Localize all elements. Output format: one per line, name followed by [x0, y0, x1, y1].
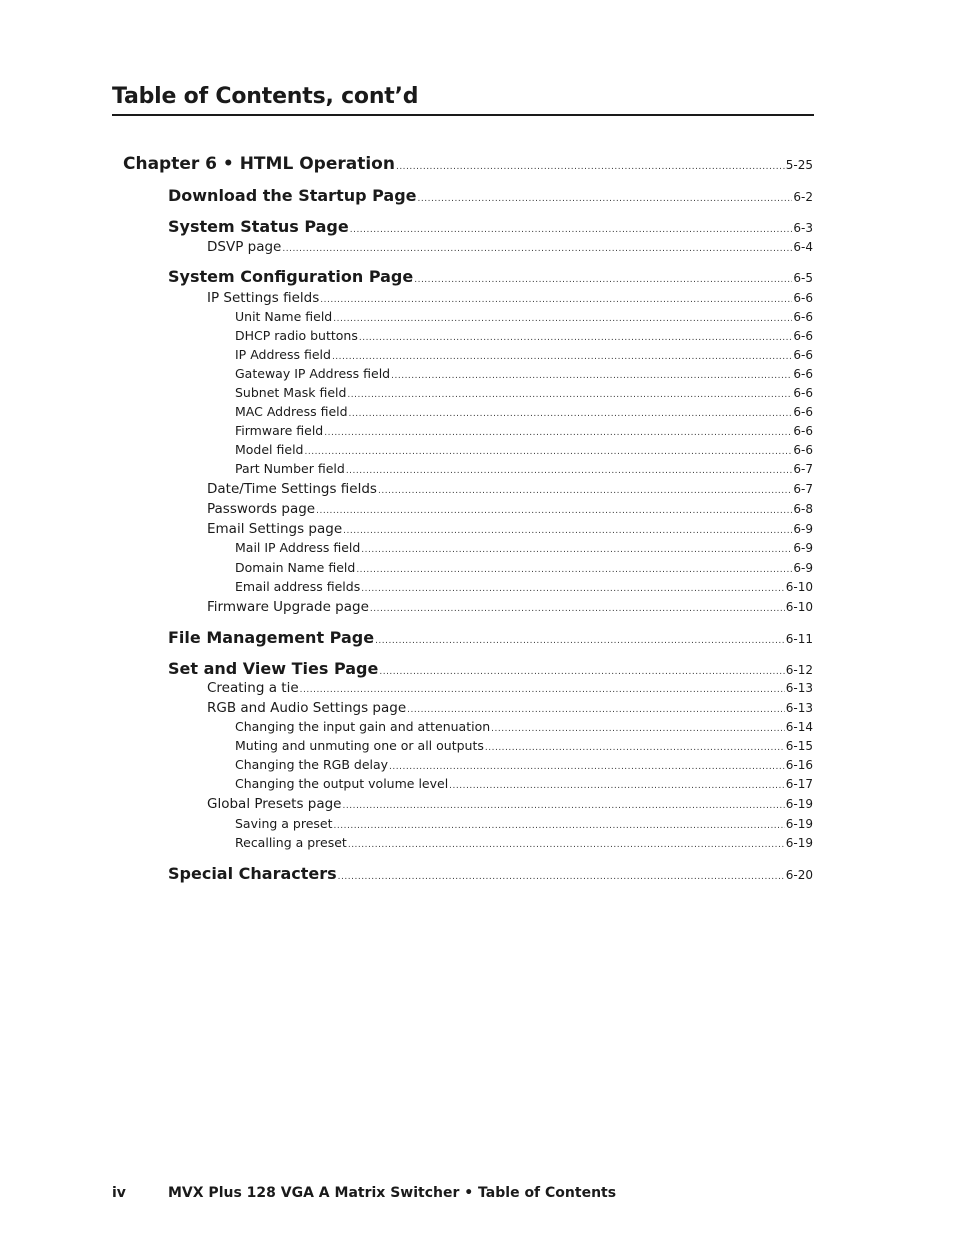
toc-entry[interactable] [207, 481, 813, 497]
dot-leader [282, 244, 792, 254]
toc-entry-title: Special Characters [168, 864, 337, 883]
toc-entry-title: Date/Time Settings fields [207, 481, 377, 497]
toc-entry[interactable] [235, 579, 813, 594]
toc-entry-page-number: 6-5 [793, 271, 813, 285]
toc-entry-page-number: 6-6 [793, 291, 813, 305]
dot-leader [414, 275, 792, 285]
toc-entry-page-number: 6-9 [793, 522, 813, 536]
toc-entry[interactable] [235, 540, 813, 555]
toc-entry-title: Changing the input gain and attenuation [235, 719, 491, 734]
toc-entry[interactable] [207, 239, 813, 255]
toc-entry-title: Changing the RGB delay [235, 757, 389, 772]
dot-leader [343, 801, 785, 811]
dot-leader [304, 447, 792, 457]
toc-entry-title: System Configuration Page [168, 267, 414, 286]
dot-leader [356, 565, 792, 575]
toc-entry[interactable] [235, 461, 813, 476]
toc-entry[interactable] [235, 385, 813, 400]
toc-entry-page-number: 6-6 [793, 424, 813, 438]
dot-leader [334, 821, 785, 831]
toc-entry-page-number: 6-9 [793, 541, 813, 555]
toc-entry-title: Domain Name field [235, 560, 356, 575]
toc-entry-title: System Status Page [168, 217, 349, 236]
toc-entry-title: Download the Startup Page [168, 186, 417, 205]
toc-entry[interactable] [235, 404, 813, 419]
toc-entry-title: IP Settings fields [207, 290, 320, 306]
dot-leader [316, 506, 792, 516]
toc-entry-page-number: 6-6 [793, 329, 813, 343]
toc-entry[interactable] [235, 560, 813, 575]
toc-entry-title: Unit Name field [235, 309, 333, 324]
dot-leader [349, 409, 793, 419]
toc-entry-title: Passwords page [207, 501, 316, 517]
toc-entry[interactable] [235, 757, 813, 772]
toc-entry-page-number: 6-10 [785, 600, 813, 614]
toc-entry[interactable] [207, 599, 813, 615]
footer-page-number: iv [112, 1185, 126, 1201]
toc-entry-page-number: 6-16 [785, 758, 813, 772]
toc-entry-title: Chapter 6 • HTML Operation [123, 154, 395, 174]
dot-leader [407, 705, 785, 715]
toc-entry-title: Gateway IP Address field [235, 366, 391, 381]
dot-leader [343, 526, 792, 536]
toc-entry-page-number: 6-6 [793, 310, 813, 324]
toc-entry-title: Global Presets page [207, 796, 342, 812]
toc-entry[interactable] [235, 776, 813, 791]
toc-entry-page-number: 6-4 [793, 240, 813, 254]
toc-entry-page-number: 5-25 [785, 158, 813, 172]
toc-entry-title: Firmware Upgrade page [207, 599, 369, 615]
toc-entry[interactable] [235, 366, 813, 381]
toc-entry-title: Creating a tie [207, 680, 299, 696]
toc-entry-title: File Management Page [168, 628, 375, 647]
toc-entry-page-number: 6-13 [785, 681, 813, 695]
footer-document-title: MVX Plus 128 VGA A Matrix Switcher • Table of Contents [168, 1185, 617, 1201]
toc-entry-title: DHCP radio buttons [235, 328, 358, 343]
dot-leader [359, 333, 793, 343]
toc-entry-page-number: 6-11 [785, 632, 813, 646]
dot-leader [391, 371, 792, 381]
toc-entry[interactable] [235, 347, 813, 362]
toc-entry-title: Muting and unmuting one or all outputs [235, 738, 484, 753]
toc-entry[interactable] [235, 816, 813, 831]
toc-entry[interactable] [207, 290, 813, 306]
toc-entry-title: DSVP page [207, 239, 282, 255]
dot-leader [485, 743, 785, 753]
toc-entry-title: Firmware field [235, 423, 324, 438]
toc-entry[interactable] [207, 521, 813, 537]
toc-entry[interactable] [168, 267, 813, 286]
dot-leader [361, 545, 792, 555]
toc-entry-title: Changing the output volume level [235, 776, 449, 791]
dot-leader [332, 352, 792, 362]
dot-leader [491, 724, 785, 734]
toc-entry-page-number: 6-20 [785, 868, 813, 882]
toc-entry[interactable] [168, 628, 813, 647]
toc-entry[interactable] [207, 700, 813, 716]
dot-leader [348, 840, 785, 850]
toc-entry[interactable] [235, 423, 813, 438]
toc-entry[interactable] [235, 309, 813, 324]
dot-leader [300, 685, 785, 695]
toc-entry[interactable] [235, 738, 813, 753]
toc-entry-title: IP Address field [235, 347, 331, 362]
toc-entry-title: MAC Address field [235, 404, 348, 419]
toc-entry-page-number: 6-17 [785, 777, 813, 791]
toc-entry-title: RGB and Audio Settings page [207, 700, 407, 716]
toc-entry-page-number: 6-15 [785, 739, 813, 753]
toc-entry-title: Mail IP Address field [235, 540, 361, 555]
dot-leader [379, 667, 784, 677]
toc-entry-title: Email address fields [235, 579, 361, 594]
dot-leader [324, 428, 792, 438]
dot-leader [346, 466, 793, 476]
toc-entry-page-number: 6-13 [785, 701, 813, 715]
toc-entry[interactable] [168, 217, 813, 236]
toc-entry-page-number: 6-6 [793, 443, 813, 457]
toc-entry[interactable] [168, 659, 813, 678]
toc-entry[interactable] [168, 186, 813, 205]
toc-entry-page-number: 6-10 [785, 580, 813, 594]
toc-entry[interactable] [235, 328, 813, 343]
dot-leader [378, 486, 792, 496]
toc-entry[interactable] [207, 680, 813, 696]
dot-leader [389, 762, 785, 772]
dot-leader [320, 295, 792, 305]
dot-leader [449, 781, 785, 791]
toc-entry[interactable] [123, 154, 813, 174]
toc-entry-page-number: 6-6 [793, 348, 813, 362]
toc-entry[interactable] [207, 796, 813, 812]
toc-entry-title: Recalling a preset [235, 835, 347, 850]
toc-entry-title: Set and View Ties Page [168, 659, 379, 678]
toc-entry[interactable] [168, 864, 813, 883]
dot-leader [375, 636, 785, 646]
toc-entry-page-number: 6-8 [793, 502, 813, 516]
dot-leader [418, 194, 793, 204]
toc-entry-title: Saving a preset [235, 816, 333, 831]
dot-leader [347, 390, 792, 400]
toc-entry-page-number: 6-19 [785, 817, 813, 831]
dot-leader [350, 225, 793, 235]
toc-entry[interactable] [235, 719, 813, 734]
toc-entry-page-number: 6-6 [793, 386, 813, 400]
toc-entry-page-number: 6-19 [785, 797, 813, 811]
toc-entry-page-number: 6-7 [793, 482, 813, 496]
toc-entry-page-number: 6-9 [793, 561, 813, 575]
toc-entry-page-number: 6-14 [785, 720, 813, 734]
toc-entry-title: Email Settings page [207, 521, 343, 537]
toc-entry-page-number: 6-6 [793, 367, 813, 381]
dot-leader [361, 584, 785, 594]
toc-entry[interactable] [235, 835, 813, 850]
toc-entry-page-number: 6-12 [785, 663, 813, 677]
toc-entry-page-number: 6-2 [793, 190, 813, 204]
page-title: Table of Contents, cont’d [112, 82, 814, 116]
toc-entry-page-number: 6-3 [793, 221, 813, 235]
toc-entry-title: Model field [235, 442, 304, 457]
dot-leader [338, 872, 785, 882]
toc-entry[interactable] [235, 442, 813, 457]
dot-leader [370, 604, 785, 614]
toc-entry-title: Part Number field [235, 461, 345, 476]
toc-entry-page-number: 6-6 [793, 405, 813, 419]
toc-entry-page-number: 6-19 [785, 836, 813, 850]
dot-leader [396, 162, 785, 172]
toc-entry-page-number: 6-7 [793, 462, 813, 476]
toc-entry[interactable] [207, 501, 813, 517]
dot-leader [333, 314, 792, 324]
toc-entry-title: Subnet Mask field [235, 385, 347, 400]
